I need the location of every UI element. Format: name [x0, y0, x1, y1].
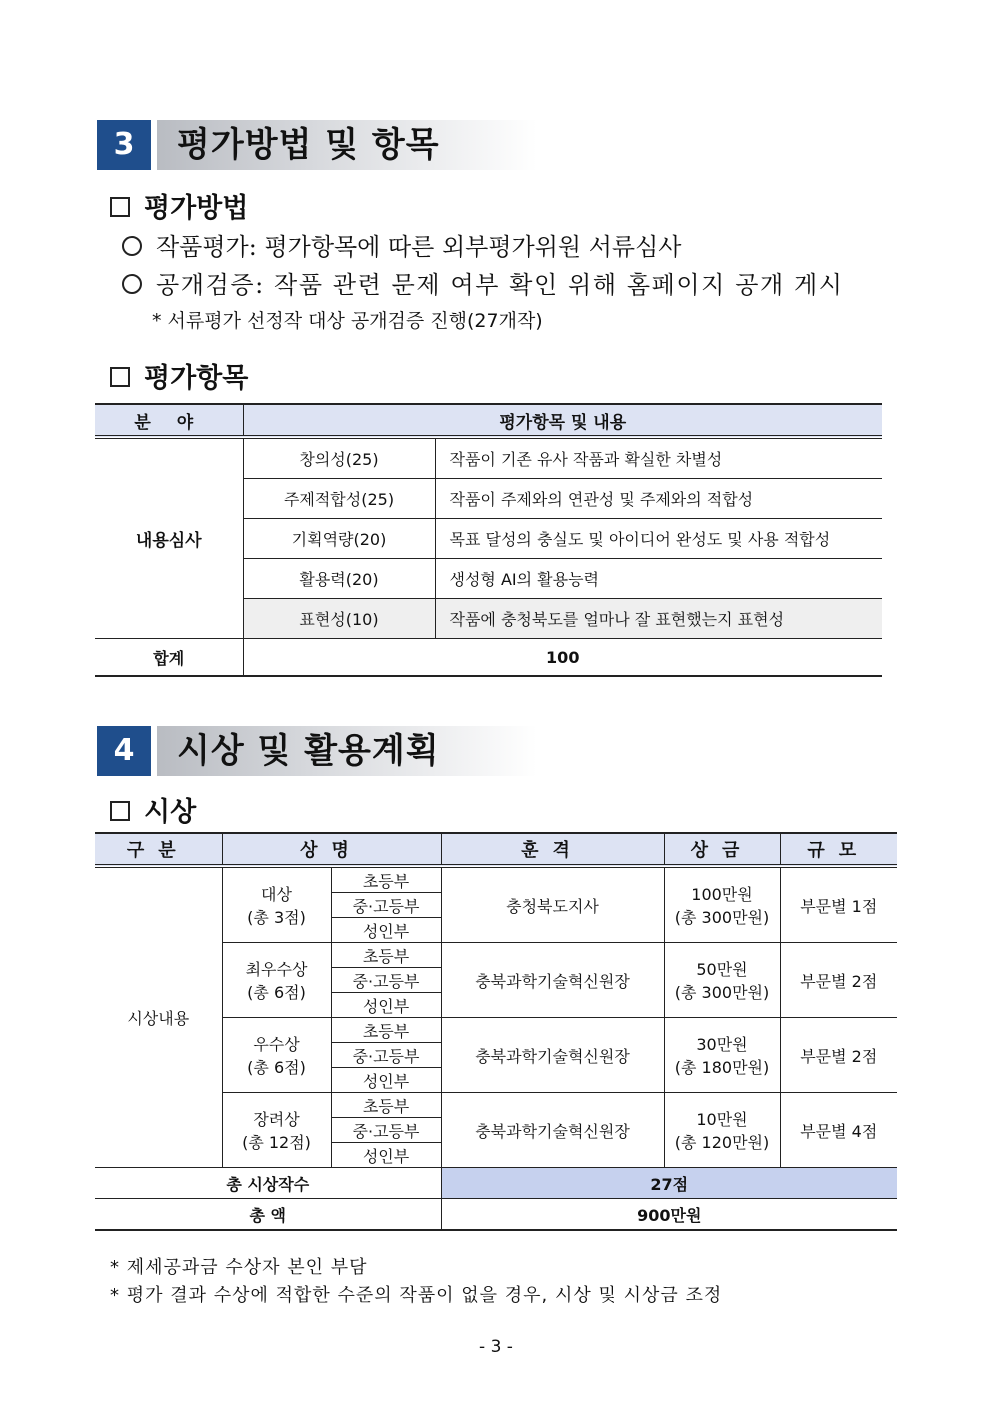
total-amount-value: 900만원 [441, 1199, 897, 1231]
division-cell: 초등부 [331, 1018, 441, 1043]
total-count-value: 27점 [441, 1168, 897, 1199]
scale-cell: 부문별 4점 [780, 1093, 897, 1168]
scale-cell: 부문별 2점 [780, 1018, 897, 1093]
section-title-3: 평가방법 및 항목 [157, 120, 537, 170]
header-field: 분 야 [95, 404, 243, 437]
table-header-row [95, 404, 882, 437]
desc-cell: 작품이 주제와의 연관성 및 주제와의 적합성 [435, 479, 882, 519]
method-note: * 서류평가 선정작 대상 공개검증 진행(27개작) [152, 310, 543, 332]
section-title-4: 시상 및 활용계획 [157, 726, 537, 776]
desc-cell: 작품이 기존 유사 작품과 확실한 차별성 [435, 437, 882, 479]
total-row [95, 639, 882, 677]
award-name-cell: 최우수상 (총 6점) [222, 943, 331, 1018]
header-items: 평가항목 및 내용 [243, 404, 882, 437]
method-heading: 평가방법 [110, 186, 248, 225]
division-cell: 성인부 [331, 993, 441, 1018]
division-cell: 중·고등부 [331, 968, 441, 993]
header-category: 구분 [95, 833, 222, 866]
circle-bullet-icon [122, 274, 142, 294]
total-amount-label: 총 액 [95, 1199, 441, 1231]
prize-cell: 50만원 (총 300만원) [664, 943, 780, 1018]
prize-cell: 10만원 (총 120만원) [664, 1093, 780, 1168]
award-heading: 시상 [110, 790, 196, 829]
header-rank: 훈격 [441, 833, 664, 866]
circle-bullet-icon [122, 236, 142, 256]
method-bullet-2: 공개검증: 작품 관련 문제 여부 확인 위해 홈페이지 공개 게시 [122, 265, 844, 300]
table-header-row [95, 833, 897, 866]
evaluation-table [95, 403, 882, 677]
rank-cell: 충북과학기술혁신원장 [441, 1093, 664, 1168]
footnote-1: * 제세공과금 수상자 본인 부담 [110, 1257, 368, 1278]
item-cell: 표현성(10) [243, 599, 435, 639]
square-bullet-icon [110, 197, 130, 217]
footnote-2: * 평가 결과 수상에 적합한 수준의 작품이 없을 경우, 시상 및 시상금 조정 [110, 1285, 723, 1306]
table-row [95, 866, 897, 893]
award-name-cell: 우수상 (총 6점) [222, 1018, 331, 1093]
items-heading: 평가항목 [110, 356, 248, 395]
item-cell: 활용력(20) [243, 559, 435, 599]
section-number-3: 3 [97, 120, 151, 170]
award-table [95, 832, 897, 1231]
method-bullet-1: 작품평가: 평가항목에 따른 외부평가위원 서류심사 [122, 227, 681, 262]
award-name-cell: 장려상 (총 12점) [222, 1093, 331, 1168]
prize-cell: 30만원 (총 180만원) [664, 1018, 780, 1093]
category-cell: 내용심사 [95, 437, 243, 639]
page-number: - 3 - [479, 1337, 513, 1357]
division-cell: 초등부 [331, 866, 441, 893]
item-cell: 주제적합성(25) [243, 479, 435, 519]
scale-cell: 부문별 2점 [780, 943, 897, 1018]
division-cell: 성인부 [331, 1068, 441, 1093]
division-cell: 성인부 [331, 918, 441, 943]
header-award-name: 상명 [222, 833, 441, 866]
prize-cell: 100만원 (총 300만원) [664, 866, 780, 943]
division-cell: 중·고등부 [331, 893, 441, 918]
item-cell: 기획역량(20) [243, 519, 435, 559]
scale-cell: 부문별 1점 [780, 866, 897, 943]
header-scale: 규모 [780, 833, 897, 866]
total-label: 합계 [95, 639, 243, 677]
rank-cell: 충청북도지사 [441, 866, 664, 943]
division-cell: 성인부 [331, 1143, 441, 1168]
award-name-cell: 대상 (총 3점) [222, 866, 331, 943]
section-number-4: 4 [97, 726, 151, 776]
total-value: 100 [243, 639, 882, 677]
category-cell: 시상내용 [95, 866, 222, 1168]
division-cell: 중·고등부 [331, 1043, 441, 1068]
header-prize: 상금 [664, 833, 780, 866]
square-bullet-icon [110, 801, 130, 821]
desc-cell: 목표 달성의 충실도 및 아이디어 완성도 및 사용 적합성 [435, 519, 882, 559]
item-cell: 창의성(25) [243, 437, 435, 479]
total-count-label: 총 시상작수 [95, 1168, 441, 1199]
total-count-row [95, 1168, 897, 1199]
desc-cell: 생성형 AI의 활용능력 [435, 559, 882, 599]
division-cell: 초등부 [331, 943, 441, 968]
rank-cell: 충북과학기술혁신원장 [441, 1018, 664, 1093]
division-cell: 초등부 [331, 1093, 441, 1118]
rank-cell: 충북과학기술혁신원장 [441, 943, 664, 1018]
total-amount-row [95, 1199, 897, 1231]
square-bullet-icon [110, 367, 130, 387]
desc-cell: 작품에 충청북도를 얼마나 잘 표현했는지 표현성 [435, 599, 882, 639]
division-cell: 중·고등부 [331, 1118, 441, 1143]
table-row [95, 437, 882, 479]
